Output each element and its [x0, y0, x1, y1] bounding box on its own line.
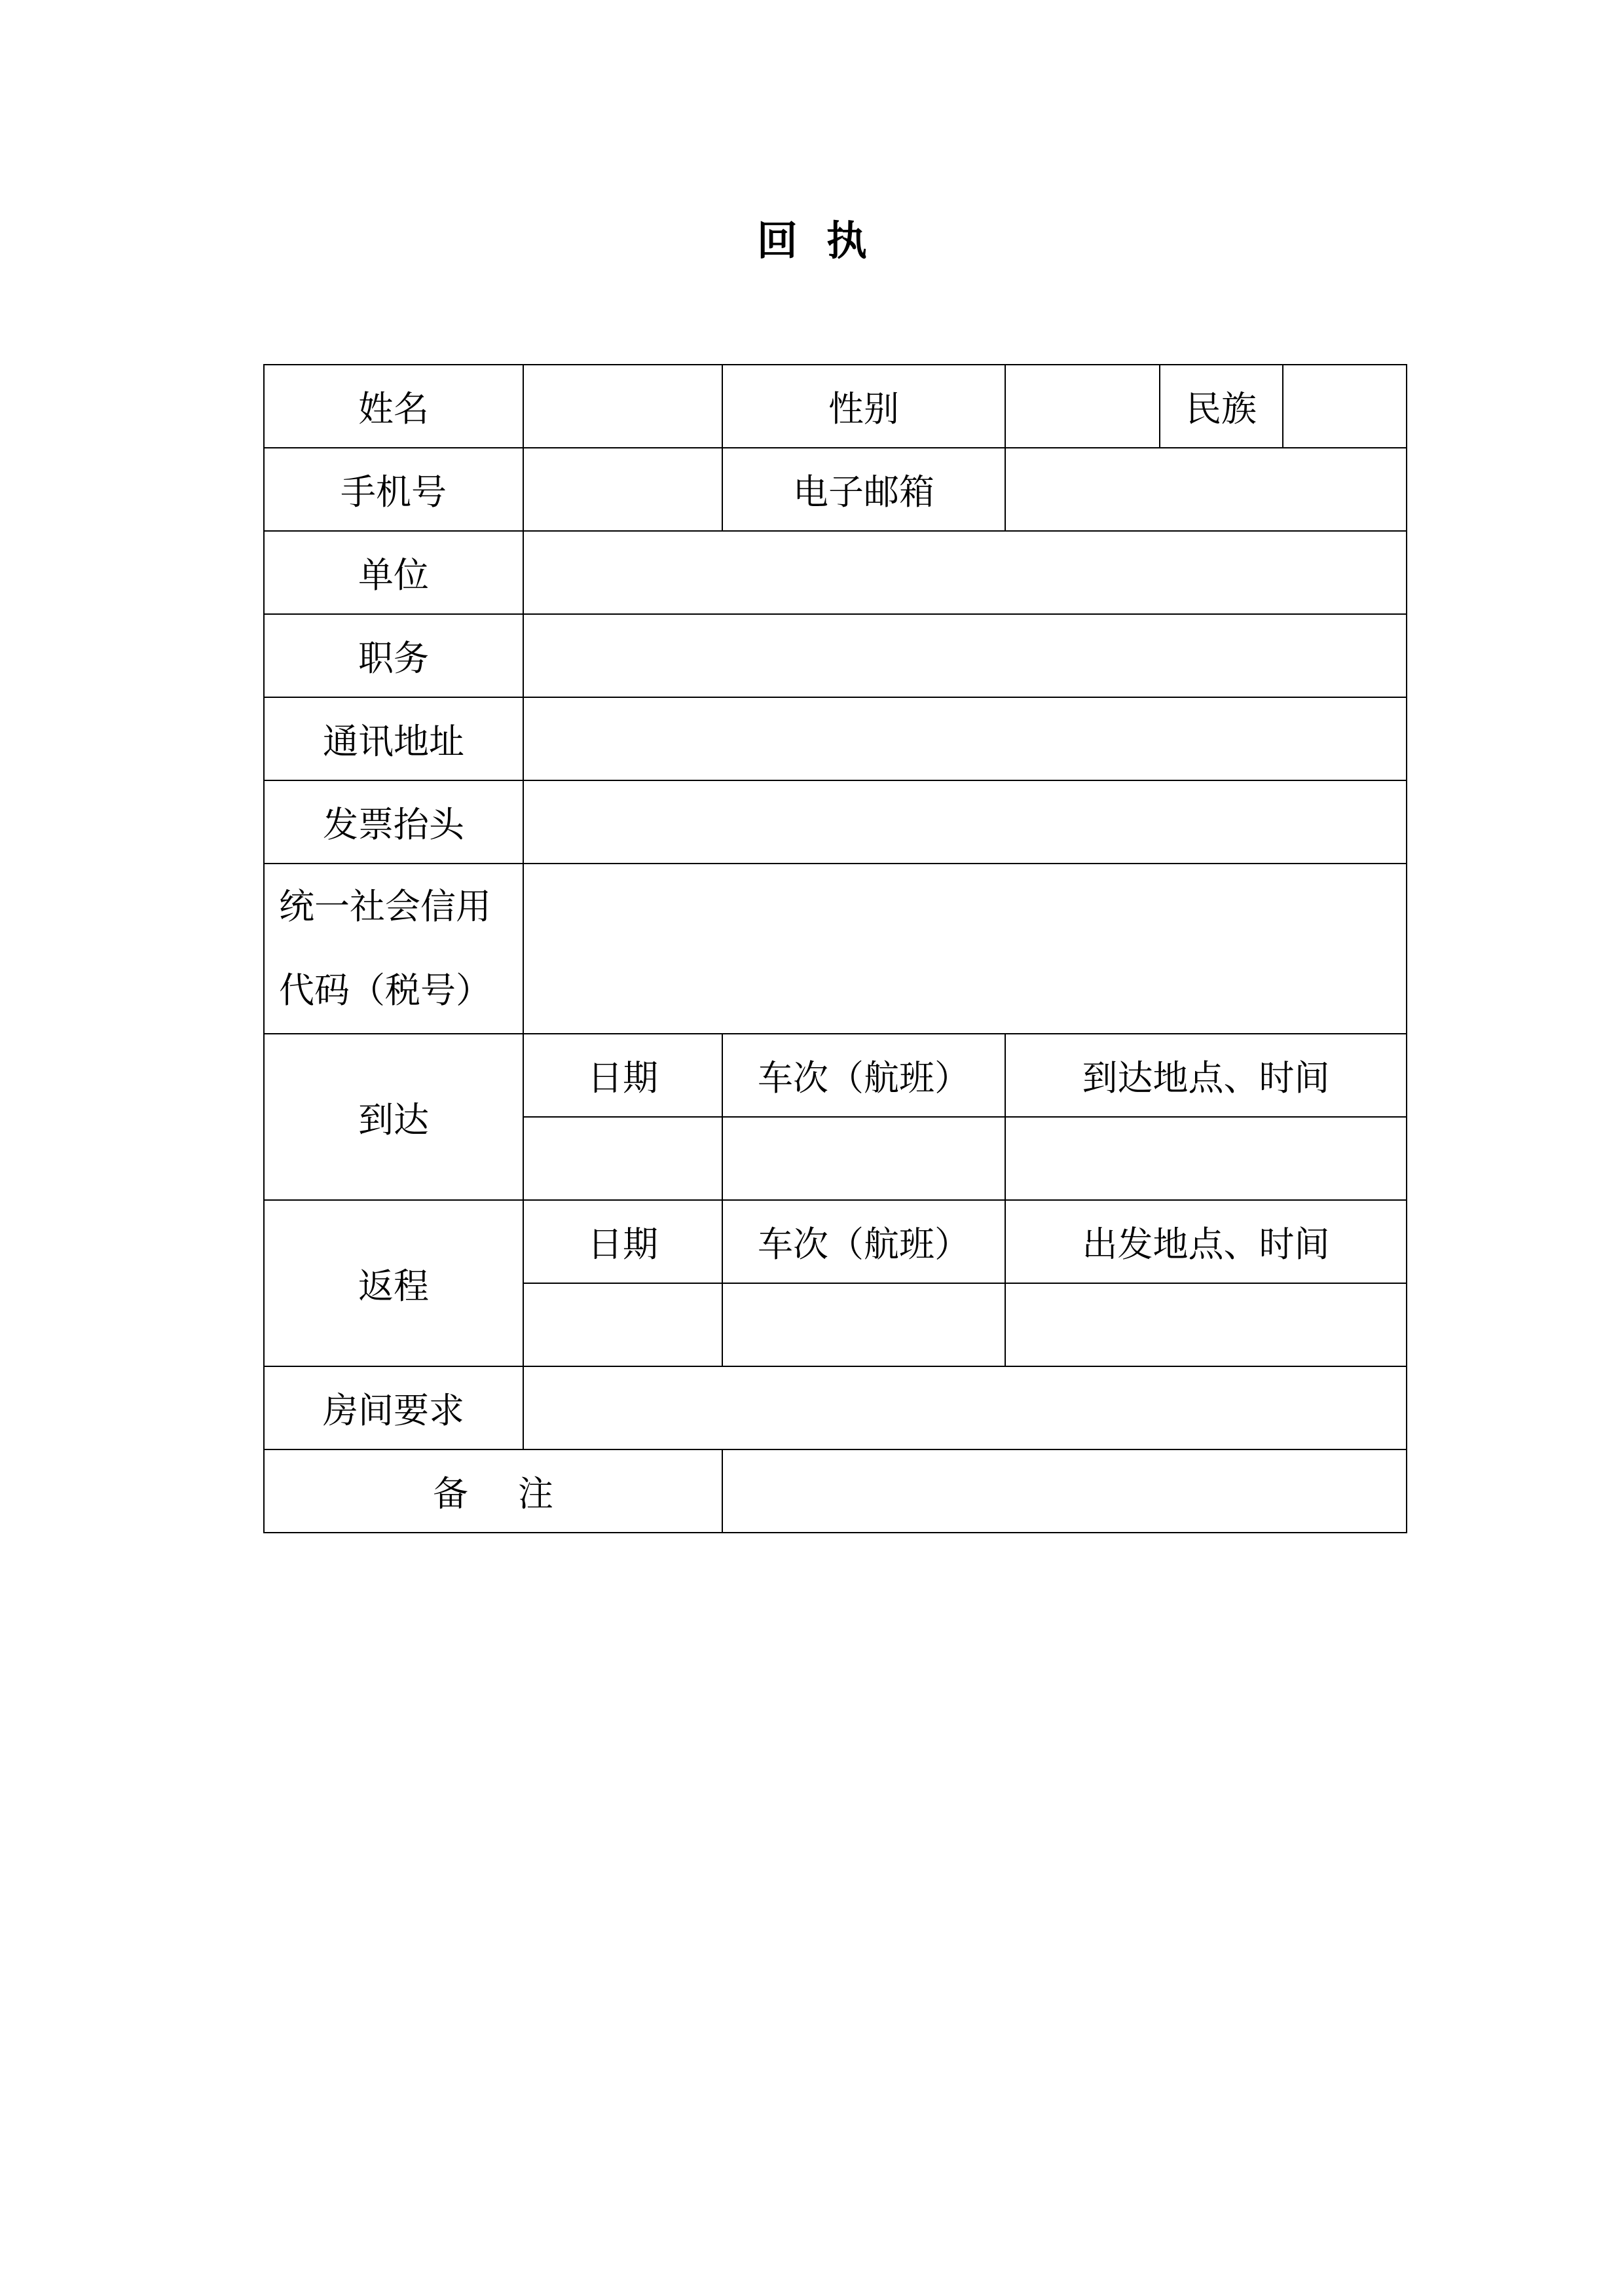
address-label: 通讯地址 [264, 697, 523, 780]
arrival-label: 到达 [264, 1034, 523, 1200]
gender-label: 性别 [722, 365, 1005, 448]
room-input-cell[interactable] [523, 1366, 1407, 1449]
title-char-1: 回 [756, 217, 798, 264]
room-label: 房间要求 [264, 1366, 523, 1449]
company-input-cell[interactable] [523, 531, 1407, 614]
position-input-cell[interactable] [523, 614, 1407, 697]
row-invoice [264, 780, 1407, 864]
gender-input-cell[interactable] [1005, 365, 1160, 448]
arrival-place-header: 到达地点、时间 [1005, 1034, 1407, 1117]
remarks-input-cell[interactable] [722, 1449, 1407, 1533]
row-company [264, 531, 1407, 614]
title-char-2: 执 [826, 217, 868, 264]
row-address [264, 697, 1407, 780]
row-tax-code [264, 864, 1407, 1034]
return-train-header: 车次（航班） [722, 1200, 1005, 1283]
row-name [264, 365, 1407, 448]
arrival-date-input-cell[interactable] [523, 1117, 722, 1200]
phone-label: 手机号 [264, 448, 523, 531]
tax-code-label-line2: 代码（税号） [279, 970, 491, 1011]
arrival-train-input-cell[interactable] [722, 1117, 1005, 1200]
remarks-label-char2: 注 [518, 1473, 553, 1514]
row-remarks [264, 1449, 1407, 1533]
tax-code-label [264, 864, 523, 1034]
return-label: 返程 [264, 1200, 523, 1366]
receipt-form-table [263, 364, 1407, 1533]
row-return-header [264, 1200, 1407, 1283]
remarks-label-char1: 备 [433, 1473, 468, 1514]
name-input-cell[interactable] [523, 365, 722, 448]
ethnicity-label: 民族 [1160, 365, 1283, 448]
name-label: 姓名 [264, 365, 523, 448]
return-place-header: 出发地点、时间 [1005, 1200, 1407, 1283]
invoice-input-cell[interactable] [523, 780, 1407, 864]
row-phone [264, 448, 1407, 531]
arrival-train-header: 车次（航班） [722, 1034, 1005, 1117]
ethnicity-input-cell[interactable] [1283, 365, 1407, 448]
company-label: 单位 [264, 531, 523, 614]
return-date-header: 日期 [523, 1200, 722, 1283]
page-title [0, 208, 1624, 274]
remarks-label [264, 1449, 722, 1533]
tax-code-label-line1: 统一社会信用 [279, 886, 491, 927]
row-room [264, 1366, 1407, 1449]
position-label: 职务 [264, 614, 523, 697]
row-position [264, 614, 1407, 697]
phone-input-cell[interactable] [523, 448, 722, 531]
email-input-cell[interactable] [1005, 448, 1407, 531]
arrival-date-header: 日期 [523, 1034, 722, 1117]
email-label: 电子邮箱 [722, 448, 1005, 531]
arrival-place-input-cell[interactable] [1005, 1117, 1407, 1200]
return-train-input-cell[interactable] [722, 1283, 1005, 1366]
address-input-cell[interactable] [523, 697, 1407, 780]
tax-code-input-cell[interactable] [523, 864, 1407, 1034]
row-arrival-header [264, 1034, 1407, 1117]
return-place-input-cell[interactable] [1005, 1283, 1407, 1366]
invoice-label: 发票抬头 [264, 780, 523, 864]
return-date-input-cell[interactable] [523, 1283, 722, 1366]
